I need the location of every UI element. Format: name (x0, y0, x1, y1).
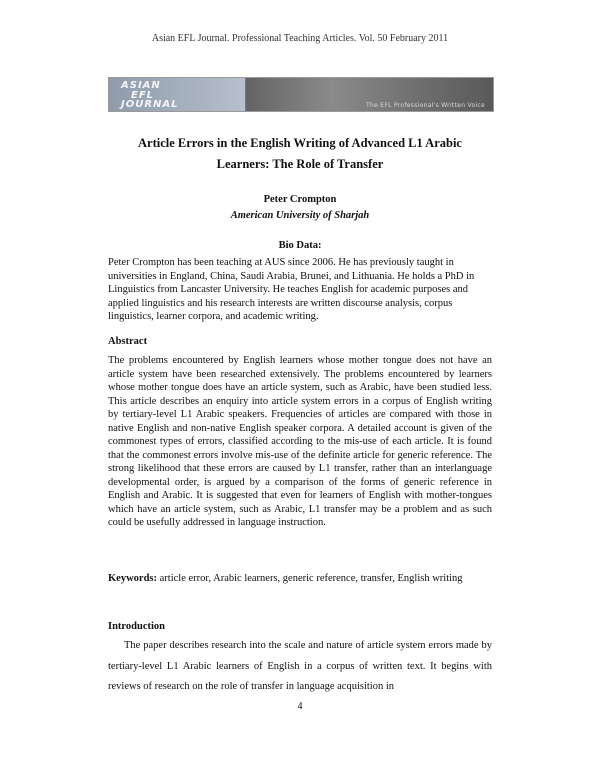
running-head: Asian EFL Journal. Professional Teaching Articles. Vol. 50 February 2011 (151, 33, 449, 44)
bio-heading: Bio Data: (278, 240, 322, 251)
logo-line-1: ASIAN (121, 80, 161, 91)
article-title-line-2: Learners: The Role of Transfer (216, 157, 384, 171)
banner-image (246, 78, 493, 111)
introduction-text: The paper describes research into the scale and nature of article system errors made by tertiary-level L1 Arabic learners of English in a corpus of written text. It begins with reviews of research on the role of transfer in language acquisition in (108, 640, 492, 692)
journal-banner (108, 77, 494, 112)
logo-line-3: JOURNAL (121, 99, 179, 110)
logo-line-2: EFL (131, 90, 155, 101)
author-affiliation: American University of Sharjah (230, 210, 370, 221)
article-title-line-1: Article Errors in the English Writing of Advanced L1 Arabic (138, 136, 462, 150)
bio-text: Peter Crompton has been teaching at AUS since 2006. He has previously taught in universities in England, China, Saudi Arabia, Brunei, and Lithuania. He holds a PhD in Linguistics from Lancaster University. He teaches English for academic purposes and applied linguistics and his research interests are written discourse analysis, corpus linguistics, learner corpora, and academic writing. (108, 257, 475, 322)
banner-tagline: The EFL Professional's Written Voice (366, 102, 485, 109)
abstract-heading: Abstract (108, 336, 148, 347)
page-number: 4 (297, 701, 303, 712)
author-name: Peter Crompton (263, 194, 337, 205)
keywords (108, 572, 492, 586)
introduction-heading: Introduction (108, 621, 165, 632)
abstract-text: The problems encountered by English learners whose mother tongue does not have an article system have been researched extensively. The problems encountered by learners whose mother tongue does have an article system, such as Arabic, have been studied less. This article describes an enquiry into article system errors in a corpus of English writing by tertiary-level L1 Arabic speakers. Frequencies of articles are compared with those in native English and non-native English speaker corpora. A detailed account is given of the commonest types of errors, classified according to the mis-use of each article. It is found that the commonest errors involve mis-use of the definite article for generic reference. The strong likelihood that these errors are caused by L1 transfer, rather than an interlanguage developmental order, is argued by a comparison of the forms of generic reference in English and Arabic. It is suggested that even for learners of English with mother-tongues which have an article system, such as Arabic, L1 transfer may be a problem and as such could be usefully addressed in language instruction. (108, 355, 492, 528)
journal-logo (109, 78, 246, 111)
keywords-text: article error, Arabic learners, generic reference, transfer, English writing (159, 573, 463, 584)
keywords-label: Keywords: (108, 573, 157, 584)
